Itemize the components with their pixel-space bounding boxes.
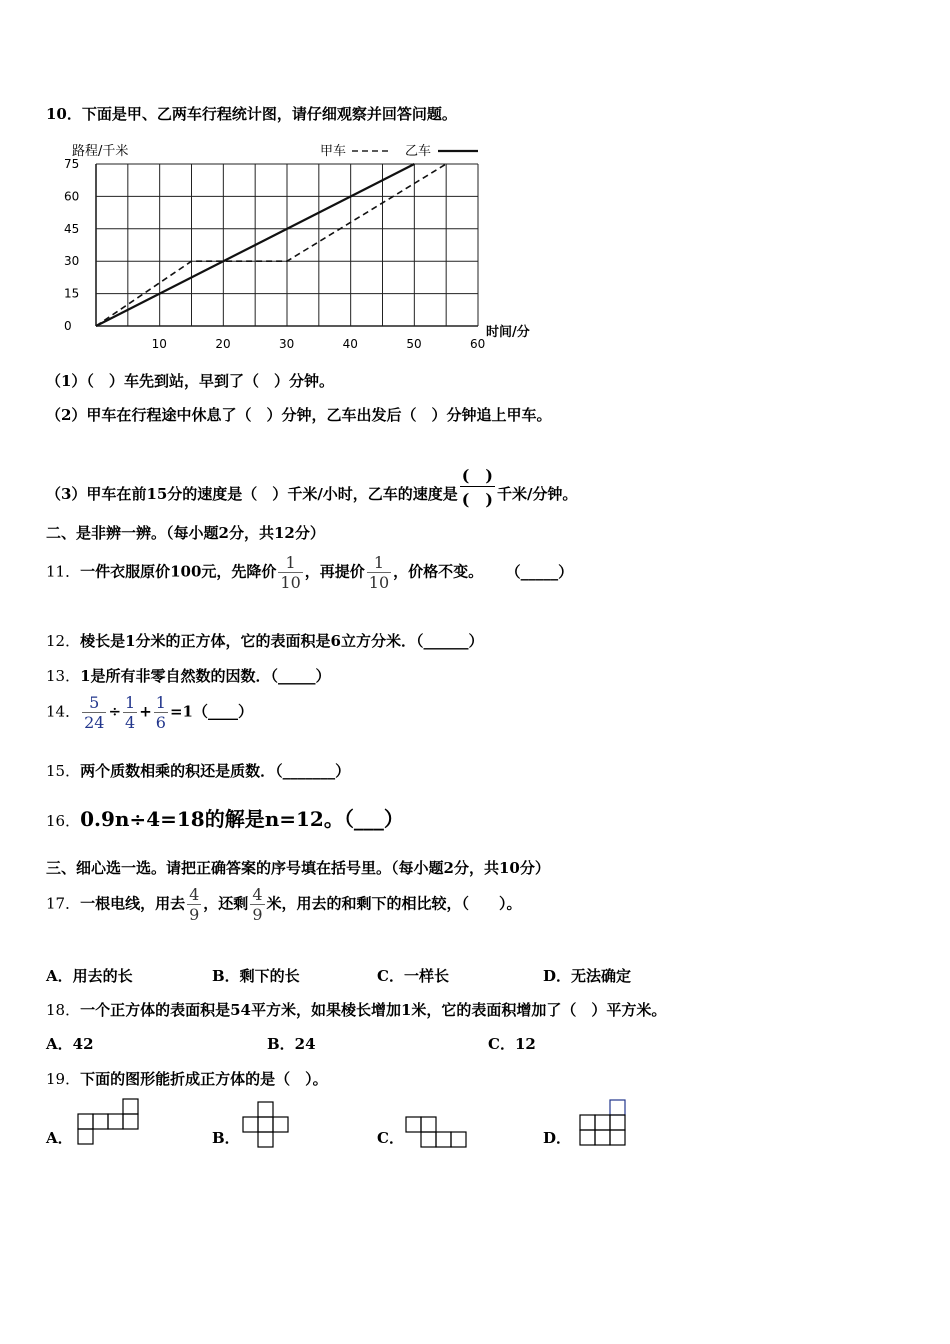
q19-option-c[interactable]: C．: [377, 1129, 404, 1147]
q19-net-a: [76, 1098, 140, 1146]
travel-chart: [50, 132, 550, 357]
q10-title: 10．下面是甲、乙两车行程统计图，请仔细观察并回答问题。: [46, 105, 457, 123]
q17-fraction-2: $\frac{4}{9}$: [252, 885, 263, 924]
q16: 16．0.9n÷4=18的解是n=12。（___）: [46, 807, 404, 831]
x-tick-label: 60: [470, 337, 486, 351]
q10-fraction: [460, 463, 495, 510]
q19-net-b: [242, 1101, 292, 1151]
q11-text-b: ，再提价: [304, 562, 365, 581]
q10-sub3-a: （3）甲车在前15分的速度是（ ）千米/小时，乙车的速度是: [46, 485, 458, 503]
q11-fraction-1: $\frac{1}{10}$: [280, 553, 301, 592]
q11-num: 11．: [46, 562, 81, 581]
q11-blank: （_____）: [513, 562, 574, 581]
q17-fraction-1: $\frac{4}{9}$: [189, 885, 200, 924]
q14-fraction-3: $\frac{1}{6}$: [155, 693, 166, 732]
q18-option-b[interactable]: B．24: [267, 1035, 316, 1053]
q14: 14． $\frac{5}{24}$ ÷ $\frac{1}{4}$ + $\frac{1}{6}$ =1（____）: [46, 693, 253, 732]
q17-option-d[interactable]: D．无法确定: [543, 967, 632, 985]
q19-option-d[interactable]: D．: [543, 1129, 572, 1147]
y-tick-label: 75: [64, 157, 80, 171]
legend-yi-label: 乙车: [405, 144, 432, 159]
q14-fraction-1: $\frac{5}{24}$: [84, 693, 105, 732]
q15: 15．两个质数相乘的积还是质数．（_______）: [46, 762, 351, 780]
series-jia-line: [96, 164, 446, 326]
chart-ylabel: 路程/千米: [72, 144, 129, 159]
q18: 18．一个正方体的表面积是54平方米，如果棱长增加1米，它的表面积增加了（ ）平方米。: [46, 1001, 667, 1019]
legend-jia-label: 甲车: [320, 144, 347, 159]
q12: 12．棱长是1分米的正方体，它的表面积是6立方分米．（______）: [46, 632, 484, 650]
chart-y-ticks: [64, 157, 79, 333]
y-tick-label: 60: [64, 189, 80, 204]
q19-option-a[interactable]: A．: [46, 1129, 73, 1147]
q11: [46, 553, 573, 592]
chart-series: [96, 164, 446, 326]
q10-sub1: （1）（ ）车先到站，早到了（ ）分钟。: [46, 372, 334, 390]
y-tick-label: 45: [64, 221, 80, 236]
q10-fraction-den: ( ): [460, 486, 495, 510]
q10-sub3: [46, 463, 577, 510]
x-tick-label: 20: [215, 337, 231, 351]
q11-text-c: ，价格不变。: [393, 562, 484, 581]
q19-option-b[interactable]: B．: [212, 1129, 240, 1147]
q19: 19．下面的图形能折成正方体的是（ ）。: [46, 1070, 328, 1088]
q11-fraction-2: $\frac{1}{10}$: [368, 553, 390, 592]
q11-text-a: 一件衣服原价100元，先降价: [80, 562, 277, 581]
chart-xlabel: 时间/分: [486, 325, 530, 340]
q14-fraction-2: $\frac{1}{4}$: [125, 693, 136, 732]
chart-grid: [96, 164, 478, 326]
q10-sub3-b: 千米/分钟。: [496, 485, 578, 503]
q17-option-a[interactable]: A．用去的长: [46, 967, 133, 985]
q17: 17．一根电线，用去 $\frac{4}{9}$ ，还剩 $\frac{4}{9}$ 米，用去的和剩下的相比较，（ ）。: [46, 885, 522, 924]
x-tick-label: 10: [151, 337, 167, 351]
q10-sub2: （2）甲车在行程途中休息了（ ）分钟，乙车出发后（ ）分钟追上甲车。: [46, 406, 552, 424]
q17-option-b[interactable]: B．剩下的长: [212, 967, 300, 985]
section3-title: 三、细心选一选。请把正确答案的序号填在括号里。（每小题2分，共10分）: [46, 859, 550, 877]
q13: 13．1是所有非零自然数的因数．（_____）: [46, 667, 331, 685]
x-tick-label: 30: [279, 337, 295, 351]
q17-option-c[interactable]: C．一样长: [377, 967, 449, 985]
chart-x-ticks: [152, 337, 486, 351]
q19-net-c: [404, 1115, 470, 1151]
section2-title: 二、是非辨一辨。（每小题2分，共12分）: [46, 524, 325, 542]
x-tick-label: 50: [406, 337, 422, 351]
q18-option-c[interactable]: C．12: [488, 1035, 536, 1053]
q19-net-d: [578, 1098, 630, 1148]
y-tick-label: 30: [64, 254, 80, 269]
y-tick-label: 0: [64, 319, 72, 333]
x-tick-label: 40: [342, 337, 358, 351]
y-tick-label: 15: [64, 286, 80, 301]
q10-fraction-num: ( ): [461, 466, 493, 485]
q18-option-a[interactable]: A．42: [46, 1035, 94, 1053]
